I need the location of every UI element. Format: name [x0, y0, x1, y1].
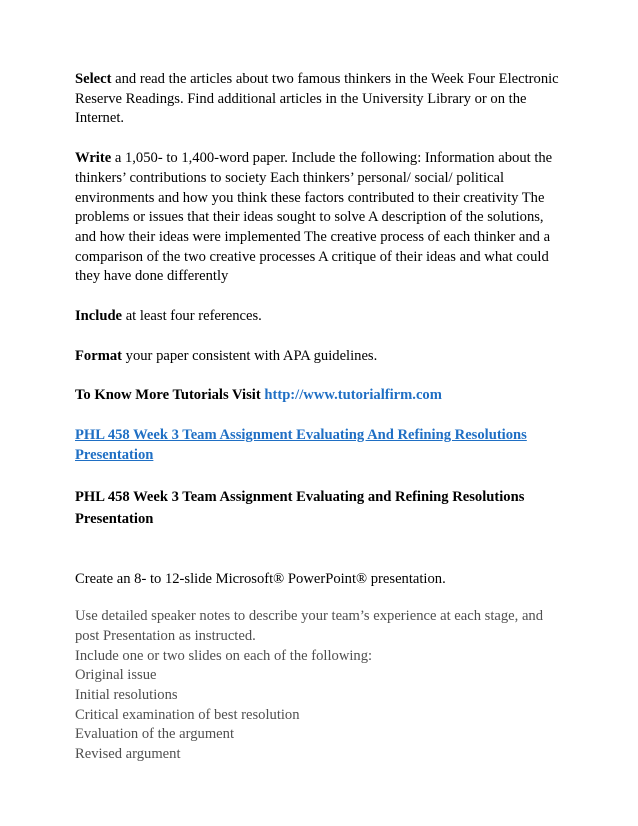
assignment-link[interactable] [75, 426, 575, 465]
format-text: your paper consistent with APA guidelines. [122, 347, 378, 364]
list-item: Evaluation of the argument [75, 726, 234, 743]
list-item: Original issue [75, 667, 157, 684]
assignment-heading-line-1: PHL 458 Week 3 Team Assignment Evaluating and Refining Resolutions [75, 488, 525, 505]
tutorials-paragraph [75, 386, 575, 406]
assignment-link-line-2[interactable]: Presentation [75, 446, 154, 463]
write-text-line-4: problems or issues that their ideas sought to solve A description of the solutions, [75, 209, 544, 226]
instructions-block [75, 607, 575, 765]
tutorials-label: To Know More Tutorials Visit [75, 387, 265, 404]
select-keyword: Select [75, 71, 112, 87]
select-text-line-2: Reserve Readings. Find additional articles in the University Library or on the [75, 90, 527, 107]
include-keyword: Include [75, 308, 123, 325]
assignment-link-line-1[interactable]: PHL 458 Week 3 Team Assignment Evaluating And Refining Resolutions [75, 427, 527, 444]
select-text-line-1: and read the articles about two famous thinkers in the Week Four Electronic [111, 71, 559, 87]
write-text-line-3: environments and how you think these factors contributed to their creativity The [75, 189, 545, 206]
write-text-line-5: and how their ideas were implemented The creative process of each thinker and a [75, 228, 551, 245]
instructions-line-1: Use detailed speaker notes to describe your team’s experience at each stage, and [75, 608, 544, 625]
instructions-line-3: Include one or two slides on each of the following: [75, 647, 373, 664]
include-text: at least four references. [122, 308, 262, 325]
tutorials-link[interactable]: http://www.tutorialfirm.com [264, 387, 442, 404]
list-item: Initial resolutions [75, 687, 178, 704]
write-text-line-2: thinkers’ contributions to society Each thinkers’ personal/ social/ political [75, 169, 505, 186]
assignment-heading [75, 486, 575, 530]
select-paragraph [75, 70, 575, 129]
list-item: Revised argument [75, 746, 181, 763]
write-text-line-7: they have done differently [75, 268, 229, 285]
format-keyword: Format [75, 347, 123, 364]
create-text: Create an 8- to 12-slide Microsoft® PowerPoint® presentation. [75, 570, 446, 587]
create-paragraph [75, 570, 575, 590]
write-keyword: Write [75, 150, 112, 167]
include-paragraph [75, 307, 575, 327]
write-text-line-1: a 1,050- to 1,400-word paper. Include the following: Information about the [111, 150, 553, 167]
select-text-line-3: Internet. [75, 110, 125, 127]
assignment-heading-line-2: Presentation [75, 510, 154, 527]
format-paragraph [75, 347, 575, 367]
list-item: Critical examination of best resolution [75, 706, 300, 723]
write-paragraph [75, 149, 575, 287]
instructions-line-2: post Presentation as instructed. [75, 627, 256, 644]
document-page [75, 70, 575, 765]
write-text-line-6: comparison of the two creative processes A critique of their ideas and what could [75, 248, 549, 265]
